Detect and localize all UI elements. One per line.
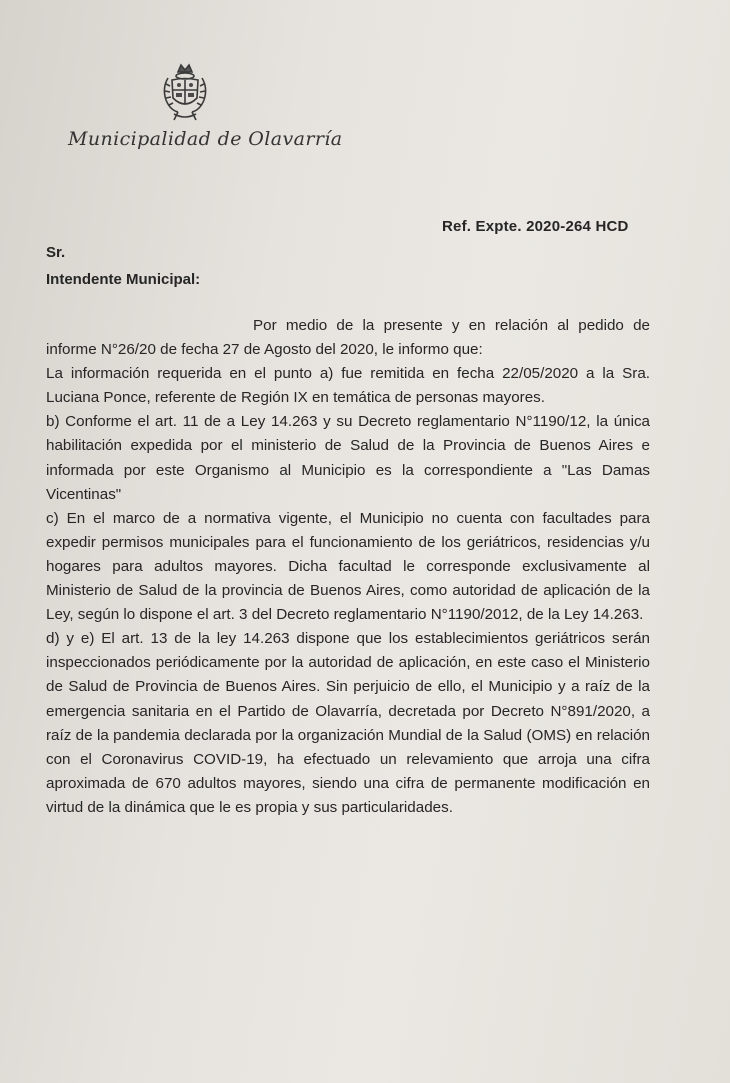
point-b-paragraph: b) Conforme el art. 11 de a Ley 14.263 y su Decreto reglamentario N°1190/12, la única habilitación expedida por el ministerio de Salud de la Provincia de Buenos Aires e informada por este Organismo al Municipio es la correspondiente a "Las Damas Vicentinas"	[46, 413, 650, 503]
salutation-title: Sr.	[46, 244, 66, 261]
point-de-paragraph: d) y e) El art. 13 de la ley 14.263 dispone que los establecimientos geriátricos serán inspeccionados periódicamente por la autoridad de aplicación, en este caso el Ministerio de Salud de Provincia de Buenos Aires. Sin perjuicio de ello, el Municipio y a raíz de la emergencia sanitaria en el Partido de Olavarría, decretada por Decreto N°891/2020, a raíz de la pandemia declarada por la organización Mundial de la Salud (OMS) en relación con el Coronavirus COVID-19, ha efectuado un relevamiento que arroja una cifra aproximada de 670 adultos mayores, siendo una cifra de permanente modificación en virtud de la dinámica que le es propia y sus particularidades.	[46, 630, 650, 816]
intro-paragraph: Por medio de la presente y en relación al pedido de informe N°26/20 de fecha 27 de Agosto del 2020, le informo que:	[46, 317, 650, 359]
municipal-coat-of-arms-icon	[160, 62, 210, 124]
letter-body	[46, 314, 650, 820]
reference-number: Ref. Expte. 2020-264 HCD	[442, 218, 629, 235]
point-a-paragraph: La información requerida en el punto a) fue remitida en fecha 22/05/2020 a la Sra. Luciana Ponce, referente de Región IX en temática de personas mayores.	[46, 365, 650, 407]
addressee: Intendente Municipal:	[46, 271, 201, 288]
municipality-name: Municipalidad de Olavarría	[68, 128, 343, 150]
point-c-paragraph: c) En el marco de a normativa vigente, el Municipio no cuenta con facultades para expedir permisos municipales para el funcionamiento de los geriátricos, residencias y/u hogares para adultos mayores. Dicha facultad le corresponde exclusivamente al Ministerio de Salud de la provincia de Buenos Aires, como autoridad de aplicación de la Ley, según lo dispone el art. 3 del Decreto reglamentario N°1190/2012, de la Ley 14.263.	[46, 509, 650, 624]
